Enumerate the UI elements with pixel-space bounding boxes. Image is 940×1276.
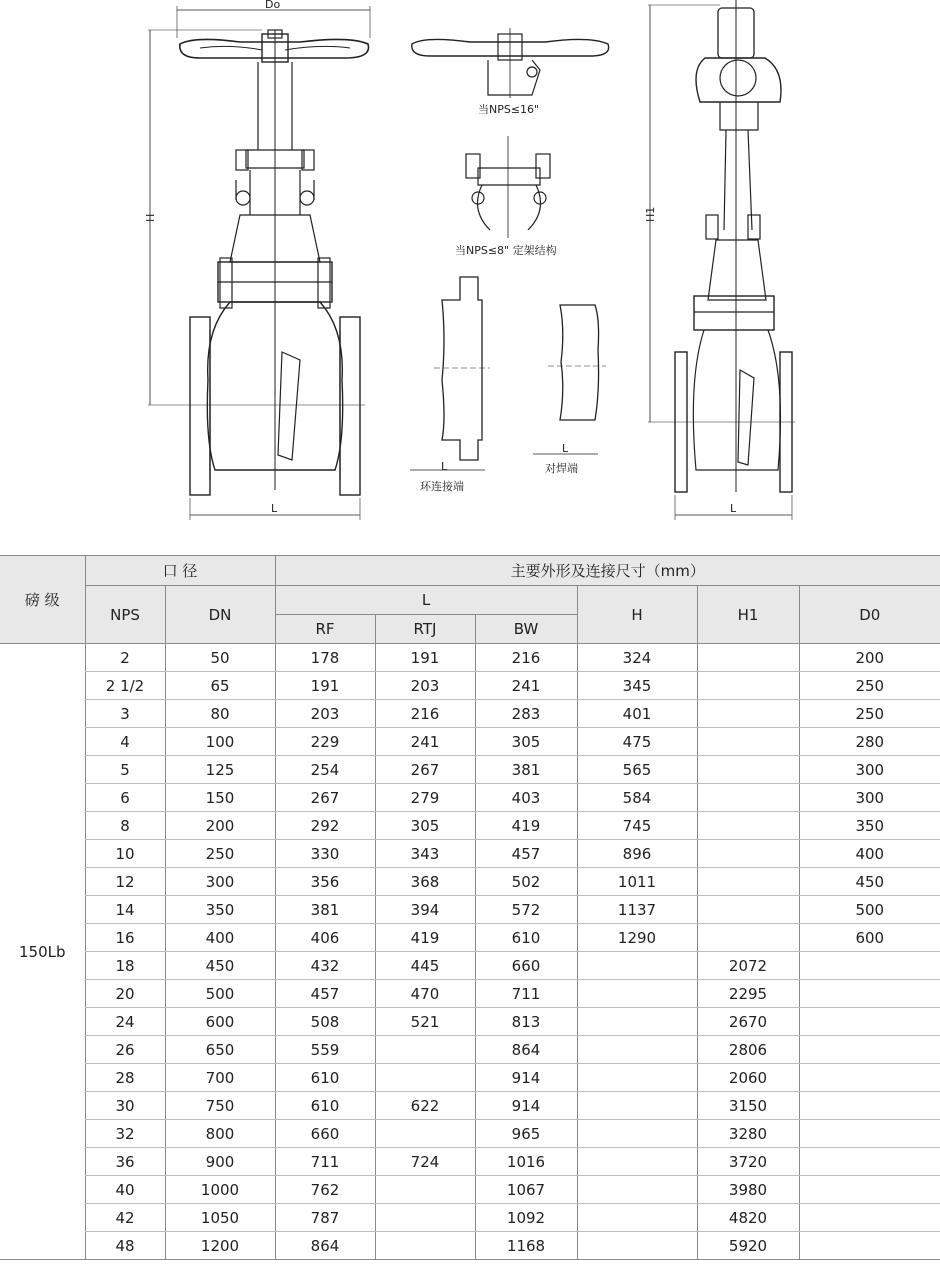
cell-d0: 450	[799, 868, 940, 896]
cell-d0: 250	[799, 672, 940, 700]
note-nps16: 当NPS≤16"	[478, 103, 540, 116]
cell-rf: 356	[275, 868, 375, 896]
cell-h1: 3980	[697, 1176, 799, 1204]
cell-h: 896	[577, 840, 697, 868]
ring-joint-detail	[410, 277, 490, 493]
cell-rf: 711	[275, 1148, 375, 1176]
cell-dn: 350	[165, 896, 275, 924]
table-row	[0, 1232, 940, 1260]
table-row	[0, 756, 940, 784]
cell-d0	[799, 1008, 940, 1036]
cell-dn: 500	[165, 980, 275, 1008]
cell-nps: 30	[85, 1092, 165, 1120]
cell-d0	[799, 1204, 940, 1232]
cell-rf: 559	[275, 1036, 375, 1064]
cell-bw: 283	[475, 700, 577, 728]
cell-dn: 50	[165, 644, 275, 672]
cell-nps: 24	[85, 1008, 165, 1036]
cell-dn: 600	[165, 1008, 275, 1036]
butt-weld-detail	[533, 305, 606, 475]
cell-rtj: 216	[375, 700, 475, 728]
cell-d0: 300	[799, 784, 940, 812]
note-nps8: 当NPS≤8" 定架结构	[455, 244, 557, 257]
dim-h1-label: H1	[644, 206, 657, 222]
cell-h1	[697, 672, 799, 700]
cell-bw: 965	[475, 1120, 577, 1148]
cell-bw: 502	[475, 868, 577, 896]
cell-bw: 1168	[475, 1232, 577, 1260]
cell-d0: 500	[799, 896, 940, 924]
cell-dn: 80	[165, 700, 275, 728]
table-row	[0, 700, 940, 728]
cell-rtj: 445	[375, 952, 475, 980]
cell-rtj: 203	[375, 672, 475, 700]
cell-h1: 2295	[697, 980, 799, 1008]
cell-rtj	[375, 1120, 475, 1148]
cell-nps: 48	[85, 1232, 165, 1260]
cell-nps: 8	[85, 812, 165, 840]
cell-bw: 305	[475, 728, 577, 756]
cell-dn: 150	[165, 784, 275, 812]
cell-nps: 16	[85, 924, 165, 952]
cell-nps: 4	[85, 728, 165, 756]
table-row	[0, 1008, 940, 1036]
cell-h1: 2806	[697, 1036, 799, 1064]
cell-dn: 450	[165, 952, 275, 980]
cell-nps: 42	[85, 1204, 165, 1232]
header-bw: BW	[475, 615, 577, 644]
cell-dn: 300	[165, 868, 275, 896]
cell-d0: 250	[799, 700, 940, 728]
cell-rtj	[375, 1036, 475, 1064]
cell-h1	[697, 756, 799, 784]
cell-d0: 400	[799, 840, 940, 868]
cell-d0	[799, 952, 940, 980]
cell-h1	[697, 868, 799, 896]
cell-bw: 711	[475, 980, 577, 1008]
cell-rtj: 241	[375, 728, 475, 756]
header-rf: RF	[275, 615, 375, 644]
cell-d0	[799, 1092, 940, 1120]
cell-bw: 216	[475, 644, 577, 672]
cell-h	[577, 1204, 697, 1232]
cell-nps: 2	[85, 644, 165, 672]
cell-bw: 610	[475, 924, 577, 952]
table-row	[0, 868, 940, 896]
butt-weld-label: 对焊端	[545, 462, 578, 475]
cell-h	[577, 952, 697, 980]
cell-nps: 18	[85, 952, 165, 980]
cell-h: 565	[577, 756, 697, 784]
header-rtj: RTJ	[375, 615, 475, 644]
cell-rf: 229	[275, 728, 375, 756]
header-dims-group: 主要外形及连接尺寸（mm）	[275, 556, 940, 586]
cell-d0	[799, 980, 940, 1008]
cell-d0	[799, 1176, 940, 1204]
cell-bw: 1067	[475, 1176, 577, 1204]
nps16-detail	[412, 28, 609, 116]
cell-bw: 1092	[475, 1204, 577, 1232]
nps8-detail	[455, 136, 557, 257]
cell-d0	[799, 1148, 940, 1176]
cell-nps: 36	[85, 1148, 165, 1176]
header-size-group: 口 径	[85, 556, 275, 586]
dim-do-label: Do	[265, 0, 281, 11]
dim-l-gear-label: L	[730, 502, 737, 515]
cell-h1	[697, 812, 799, 840]
cell-h: 475	[577, 728, 697, 756]
cell-d0	[799, 1120, 940, 1148]
cell-rtj: 368	[375, 868, 475, 896]
cell-dn: 800	[165, 1120, 275, 1148]
cell-h: 1137	[577, 896, 697, 924]
cell-d0	[799, 1064, 940, 1092]
table-row	[0, 1036, 940, 1064]
cell-rtj: 419	[375, 924, 475, 952]
cell-h	[577, 1092, 697, 1120]
cell-nps: 12	[85, 868, 165, 896]
cell-h1: 2060	[697, 1064, 799, 1092]
cell-rf: 457	[275, 980, 375, 1008]
cell-h	[577, 1008, 697, 1036]
cell-bw: 864	[475, 1036, 577, 1064]
cell-rf: 864	[275, 1232, 375, 1260]
header-dn: DN	[165, 586, 275, 644]
cell-h: 324	[577, 644, 697, 672]
cell-dn: 1050	[165, 1204, 275, 1232]
cell-rtj	[375, 1232, 475, 1260]
cell-rtj: 724	[375, 1148, 475, 1176]
header-nps: NPS	[85, 586, 165, 644]
cell-rf: 660	[275, 1120, 375, 1148]
cell-h1	[697, 896, 799, 924]
cell-h	[577, 1232, 697, 1260]
cell-bw: 419	[475, 812, 577, 840]
cell-d0: 280	[799, 728, 940, 756]
cell-rtj: 622	[375, 1092, 475, 1120]
cell-dn: 1000	[165, 1176, 275, 1204]
cell-rf: 762	[275, 1176, 375, 1204]
table-row	[0, 952, 940, 980]
cell-h	[577, 1036, 697, 1064]
cell-nps: 28	[85, 1064, 165, 1092]
table-row	[0, 896, 940, 924]
cell-dn: 65	[165, 672, 275, 700]
cell-dn: 700	[165, 1064, 275, 1092]
cell-h1	[697, 924, 799, 952]
cell-dn: 750	[165, 1092, 275, 1120]
cell-rtj: 279	[375, 784, 475, 812]
cell-nps: 10	[85, 840, 165, 868]
cell-h	[577, 1120, 697, 1148]
cell-nps: 32	[85, 1120, 165, 1148]
cell-h: 584	[577, 784, 697, 812]
cell-rf: 267	[275, 784, 375, 812]
dimension-table	[0, 555, 940, 1260]
cell-dn: 125	[165, 756, 275, 784]
cell-bw: 403	[475, 784, 577, 812]
cell-h1: 2670	[697, 1008, 799, 1036]
main-valve-drawing	[144, 0, 370, 520]
table-row	[0, 1120, 940, 1148]
cell-bw: 381	[475, 756, 577, 784]
cell-bw: 457	[475, 840, 577, 868]
cell-rf: 292	[275, 812, 375, 840]
cell-rtj	[375, 1176, 475, 1204]
cell-bw: 572	[475, 896, 577, 924]
cell-h1	[697, 700, 799, 728]
cell-nps: 20	[85, 980, 165, 1008]
table-row	[0, 672, 940, 700]
cell-h: 1290	[577, 924, 697, 952]
cell-rtj	[375, 1064, 475, 1092]
cell-nps: 26	[85, 1036, 165, 1064]
dim-l-main-label: L	[271, 502, 278, 515]
cell-rf: 508	[275, 1008, 375, 1036]
table-row	[0, 924, 940, 952]
table-row	[0, 812, 940, 840]
cell-h1	[697, 784, 799, 812]
cell-rtj: 470	[375, 980, 475, 1008]
cell-h1	[697, 840, 799, 868]
cell-bw: 660	[475, 952, 577, 980]
cell-h	[577, 1148, 697, 1176]
header-h1: H1	[697, 586, 799, 644]
cell-h1: 3280	[697, 1120, 799, 1148]
cell-h: 401	[577, 700, 697, 728]
cell-nps: 2 1/2	[85, 672, 165, 700]
cell-bw: 1016	[475, 1148, 577, 1176]
cell-rtj: 191	[375, 644, 475, 672]
cell-nps: 40	[85, 1176, 165, 1204]
cell-rf: 330	[275, 840, 375, 868]
cell-h1	[697, 644, 799, 672]
header-d0: D0	[799, 586, 940, 644]
cell-rf: 610	[275, 1064, 375, 1092]
table-row	[0, 1064, 940, 1092]
cell-rf: 203	[275, 700, 375, 728]
cell-rf: 254	[275, 756, 375, 784]
table-row	[0, 644, 940, 672]
cell-dn: 100	[165, 728, 275, 756]
gear-valve-drawing	[644, 0, 795, 520]
cell-nps: 5	[85, 756, 165, 784]
cell-bw: 914	[475, 1064, 577, 1092]
dim-l-ring-label: L	[441, 460, 448, 473]
cell-dn: 200	[165, 812, 275, 840]
valve-drawings	[0, 0, 940, 530]
cell-dn: 900	[165, 1148, 275, 1176]
cell-rf: 432	[275, 952, 375, 980]
table-row	[0, 784, 940, 812]
cell-rtj: 521	[375, 1008, 475, 1036]
cell-h	[577, 980, 697, 1008]
cell-nps: 6	[85, 784, 165, 812]
cell-h1: 4820	[697, 1204, 799, 1232]
table-body	[0, 644, 940, 1260]
cell-dn: 400	[165, 924, 275, 952]
cell-rtj	[375, 1204, 475, 1232]
cell-h: 345	[577, 672, 697, 700]
cell-rf: 787	[275, 1204, 375, 1232]
header-class: 磅 级	[0, 556, 85, 644]
ring-joint-label: 环连接端	[420, 480, 464, 493]
cell-h1: 3150	[697, 1092, 799, 1120]
cell-rtj: 394	[375, 896, 475, 924]
table-row	[0, 1176, 940, 1204]
dim-h-label: H	[144, 213, 157, 222]
cell-rtj: 305	[375, 812, 475, 840]
cell-h: 745	[577, 812, 697, 840]
table-row	[0, 1092, 940, 1120]
cell-rtj: 343	[375, 840, 475, 868]
cell-rf: 610	[275, 1092, 375, 1120]
cell-d0	[799, 1232, 940, 1260]
dim-l-weld-label: L	[562, 442, 569, 455]
table-row	[0, 728, 940, 756]
cell-rf: 406	[275, 924, 375, 952]
header-h: H	[577, 586, 697, 644]
cell-nps: 14	[85, 896, 165, 924]
cell-dn: 1200	[165, 1232, 275, 1260]
cell-d0: 300	[799, 756, 940, 784]
cell-bw: 813	[475, 1008, 577, 1036]
cell-bw: 914	[475, 1092, 577, 1120]
cell-rf: 381	[275, 896, 375, 924]
cell-bw: 241	[475, 672, 577, 700]
cell-h1	[697, 728, 799, 756]
table-row	[0, 1204, 940, 1232]
cell-dn: 250	[165, 840, 275, 868]
table-row	[0, 980, 940, 1008]
cell-nps: 3	[85, 700, 165, 728]
cell-rtj: 267	[375, 756, 475, 784]
header-l: L	[275, 586, 577, 615]
cell-dn: 650	[165, 1036, 275, 1064]
cell-d0: 350	[799, 812, 940, 840]
cell-h	[577, 1064, 697, 1092]
table-row	[0, 840, 940, 868]
cell-h1: 5920	[697, 1232, 799, 1260]
cell-d0: 600	[799, 924, 940, 952]
pressure-class-cell: 150Lb	[0, 644, 85, 1260]
table-row	[0, 1148, 940, 1176]
cell-h	[577, 1176, 697, 1204]
cell-rf: 178	[275, 644, 375, 672]
cell-d0	[799, 1036, 940, 1064]
cell-h1: 2072	[697, 952, 799, 980]
cell-h: 1011	[577, 868, 697, 896]
cell-h1: 3720	[697, 1148, 799, 1176]
cell-rf: 191	[275, 672, 375, 700]
cell-d0: 200	[799, 644, 940, 672]
